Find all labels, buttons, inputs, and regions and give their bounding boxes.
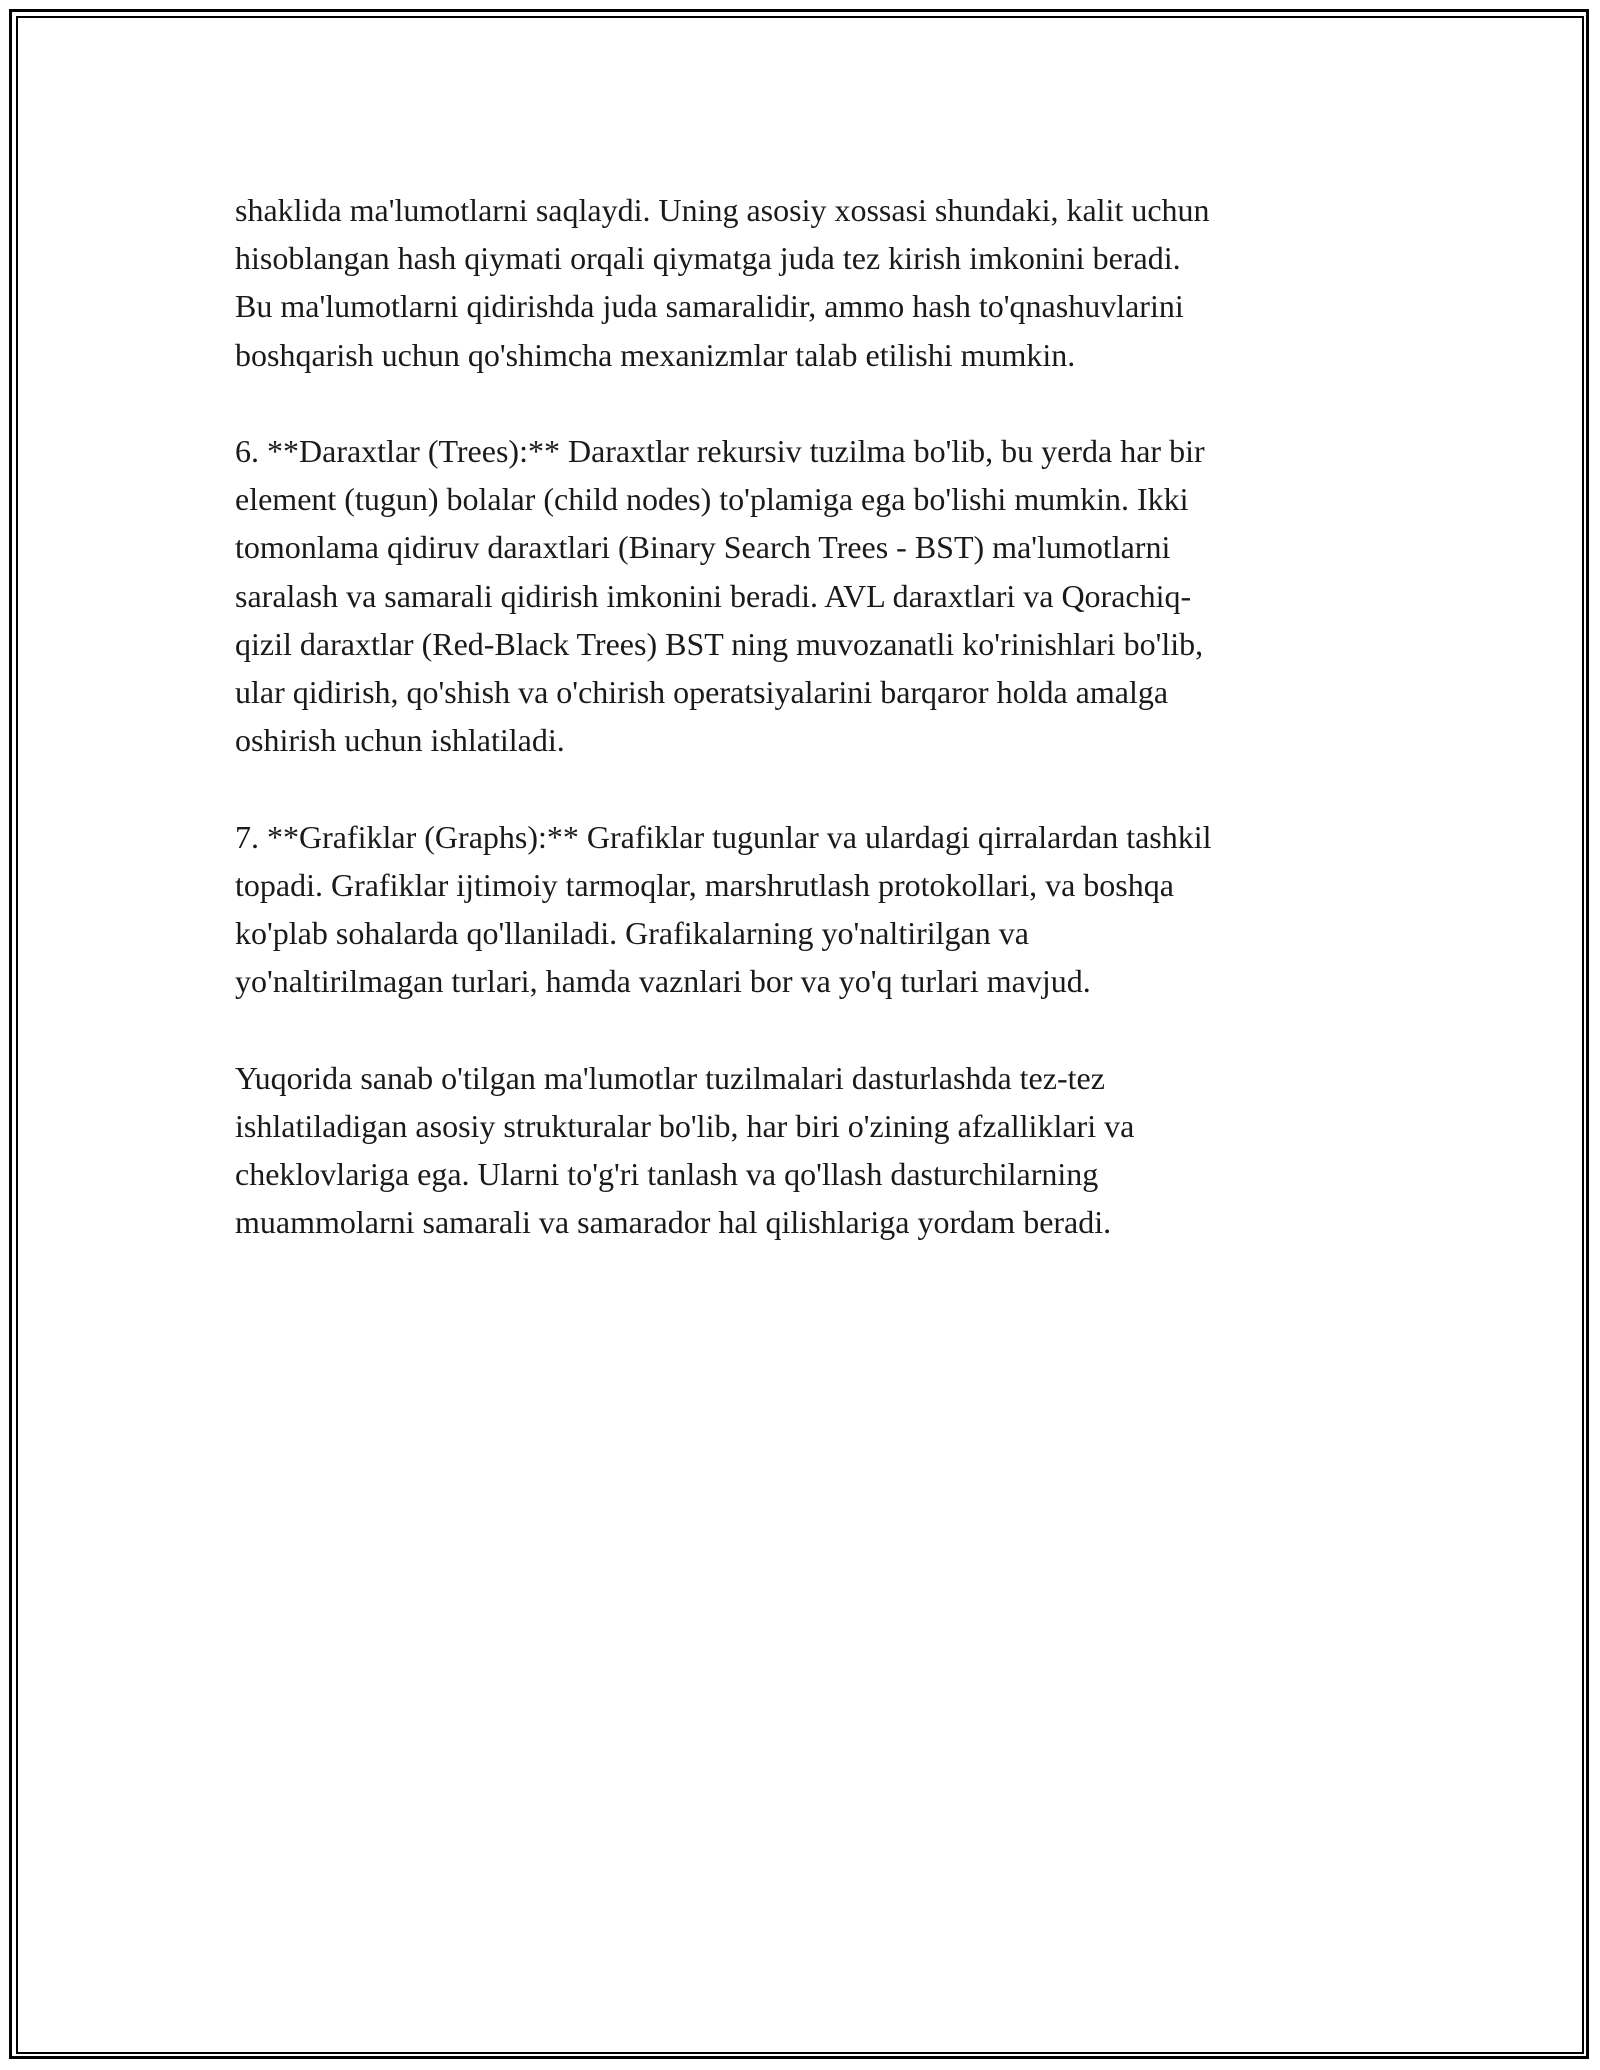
text-line: cheklovlariga ega. Ularni to'g'ri tanlash va qo'llash dasturchilarning bbox=[235, 1156, 1099, 1193]
text-line: hisoblangan hash qiymati orqali qiymatga juda tez kirish imkonini beradi. bbox=[235, 240, 1181, 277]
text-line: yo'naltirilmagan turlari, hamda vaznlari bor va yo'q turlari mavjud. bbox=[235, 963, 1091, 1000]
text-line: Bu ma'lumotlarni qidirishda juda samaralidir, ammo hash to'qnashuvlarini bbox=[235, 288, 1184, 325]
paragraph-hash-table-continuation bbox=[235, 186, 1365, 379]
text-line: ular qidirish, qo'shish va o'chirish operatsiyalarini barqaror holda amalga bbox=[235, 674, 1169, 711]
text-line: qizil daraxtlar (Red-Black Trees) BST ning muvozanatli ko'rinishlari bo'lib, bbox=[235, 625, 1204, 662]
document-body bbox=[235, 186, 1365, 1295]
text-line: oshirish uchun ishlatiladi. bbox=[235, 722, 565, 759]
paragraph-graphs bbox=[235, 813, 1365, 1006]
text-line: element (tugun) bolalar (child nodes) to'plamiga ega bo'lishi mumkin. Ikki bbox=[235, 481, 1189, 518]
text-line: muammolarni samarali va samarador hal qilishlariga yordam beradi. bbox=[235, 1204, 1112, 1241]
text-line: Yuqorida sanab o'tilgan ma'lumotlar tuzilmalari dasturlashda tez-tez bbox=[235, 1059, 1105, 1096]
text-line: shaklida ma'lumotlarni saqlaydi. Uning asosiy xossasi shundaki, kalit uchun bbox=[235, 192, 1210, 228]
text-line: 7. **Grafiklar (Graphs):** Grafiklar tugunlar va ulardagi qirralardan tashkil bbox=[235, 818, 1212, 855]
text-line: 6. **Daraxtlar (Trees):** Daraxtlar rekursiv tuzilma bo'lib, bu yerda har bir bbox=[235, 433, 1205, 469]
text-line: saralash va samarali qidirish imkonini beradi. AVL daraxtlari va Qorachiq- bbox=[235, 577, 1192, 614]
text-line: tomonlama qidiruv daraxtlari (Binary Search Trees - BST) ma'lumotlarni bbox=[235, 529, 1171, 566]
text-line: topadi. Grafiklar ijtimoiy tarmoqlar, marshrutlash protokollari, va boshqa bbox=[235, 866, 1174, 903]
text-line: ishlatiladigan asosiy strukturalar bo'lib, har biri o'zining afzalliklari va bbox=[235, 1107, 1135, 1144]
text-line: boshqarish uchun qo'shimcha mexanizmlar talab etilishi mumkin. bbox=[235, 336, 1076, 373]
paragraph-conclusion bbox=[235, 1054, 1365, 1247]
text-line: ko'plab sohalarda qo'llaniladi. Grafikalarning yo'naltirilgan va bbox=[235, 915, 1029, 952]
paragraph-trees bbox=[235, 427, 1365, 764]
